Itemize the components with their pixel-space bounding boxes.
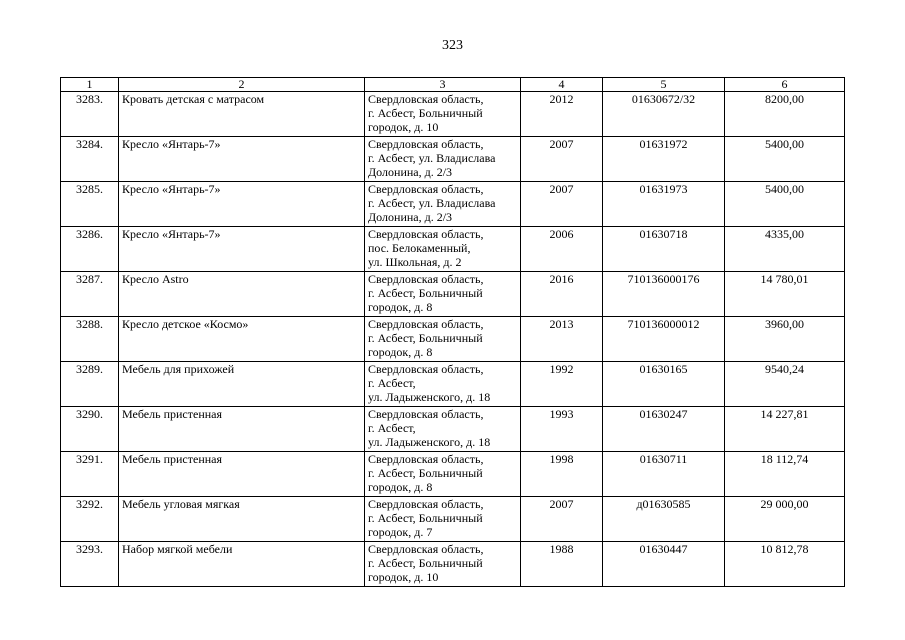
inventory-number: 01630672/32 — [603, 92, 725, 137]
address-line: Свердловская область, — [368, 227, 484, 241]
item-name: Мебель пристенная — [119, 407, 365, 452]
cost: 14 227,81 — [725, 407, 845, 452]
header-col-1: 1 — [61, 78, 119, 92]
address-line: ул. Ладыженского, д. 18 — [368, 435, 491, 449]
cost: 8200,00 — [725, 92, 845, 137]
header-col-3: 3 — [365, 78, 521, 92]
inventory-number: 01631973 — [603, 182, 725, 227]
cost: 3960,00 — [725, 317, 845, 362]
address-line: ул. Школьная, д. 2 — [368, 255, 462, 269]
item-name: Кресло «Янтарь-7» — [119, 182, 365, 227]
address-line: г. Асбест, Больничный — [368, 331, 483, 345]
address-cell — [365, 92, 521, 137]
header-col-4: 4 — [521, 78, 603, 92]
address-line: Долонина, д. 2/3 — [368, 210, 453, 224]
address-cell — [365, 362, 521, 407]
address-line: ул. Ладыженского, д. 18 — [368, 390, 491, 404]
table-row — [61, 227, 845, 272]
property-table — [60, 77, 845, 587]
row-number: 3290. — [61, 407, 119, 452]
inventory-number: 01630718 — [603, 227, 725, 272]
cost: 5400,00 — [725, 137, 845, 182]
address-line: Свердловская область, — [368, 272, 484, 286]
inventory-number: 710136000012 — [603, 317, 725, 362]
address-line: г. Асбест, ул. Владислава — [368, 196, 496, 210]
cost: 29 000,00 — [725, 497, 845, 542]
table-row — [61, 362, 845, 407]
cost: 9540,24 — [725, 362, 845, 407]
item-name: Мебель угловая мягкая — [119, 497, 365, 542]
address-cell — [365, 227, 521, 272]
year: 1993 — [521, 407, 603, 452]
address-line: Свердловская область, — [368, 92, 484, 106]
address-cell — [365, 497, 521, 542]
address-line: городок, д. 8 — [368, 345, 433, 359]
address-line: г. Асбест, ул. Владислава — [368, 151, 496, 165]
address-line: г. Асбест, Больничный — [368, 556, 483, 570]
address-line: Свердловская область, — [368, 137, 484, 151]
item-name: Кресло детское «Космо» — [119, 317, 365, 362]
address-line: Свердловская область, — [368, 452, 484, 466]
cost: 18 112,74 — [725, 452, 845, 497]
cost: 14 780,01 — [725, 272, 845, 317]
year: 1988 — [521, 542, 603, 587]
table-row — [61, 497, 845, 542]
item-name: Кресло «Янтарь-7» — [119, 137, 365, 182]
year: 2013 — [521, 317, 603, 362]
address-cell — [365, 407, 521, 452]
row-number: 3283. — [61, 92, 119, 137]
inventory-number: 01630247 — [603, 407, 725, 452]
header-col-2: 2 — [119, 78, 365, 92]
address-cell — [365, 137, 521, 182]
table-row — [61, 317, 845, 362]
address-cell — [365, 542, 521, 587]
table-row — [61, 92, 845, 137]
table-row — [61, 182, 845, 227]
table-row — [61, 407, 845, 452]
header-col-6: 6 — [725, 78, 845, 92]
table-row — [61, 542, 845, 587]
row-number: 3287. — [61, 272, 119, 317]
row-number: 3289. — [61, 362, 119, 407]
address-cell — [365, 452, 521, 497]
row-number: 3292. — [61, 497, 119, 542]
item-name: Кровать детская с матрасом — [119, 92, 365, 137]
inventory-number: 01630447 — [603, 542, 725, 587]
year: 1998 — [521, 452, 603, 497]
row-number: 3291. — [61, 452, 119, 497]
table-row — [61, 137, 845, 182]
address-cell — [365, 182, 521, 227]
year: 2012 — [521, 92, 603, 137]
inventory-number: 01630165 — [603, 362, 725, 407]
cost: 10 812,78 — [725, 542, 845, 587]
inventory-number: 710136000176 — [603, 272, 725, 317]
address-line: пос. Белокаменный, — [368, 241, 471, 255]
row-number: 3288. — [61, 317, 119, 362]
address-line: городок, д. 10 — [368, 570, 439, 584]
item-name: Кресло «Янтарь-7» — [119, 227, 365, 272]
address-line: г. Асбест, — [368, 376, 416, 390]
address-line: Свердловская область, — [368, 317, 484, 331]
year: 2016 — [521, 272, 603, 317]
inventory-number: 01631972 — [603, 137, 725, 182]
address-line: городок, д. 10 — [368, 120, 439, 134]
row-number: 3284. — [61, 137, 119, 182]
row-number: 3285. — [61, 182, 119, 227]
item-name: Кресло Astro — [119, 272, 365, 317]
address-line: Свердловская область, — [368, 542, 484, 556]
year: 2007 — [521, 137, 603, 182]
header-col-5: 5 — [603, 78, 725, 92]
header-row — [61, 78, 845, 92]
inventory-number: д01630585 — [603, 497, 725, 542]
year: 2007 — [521, 497, 603, 542]
address-line: городок, д. 8 — [368, 300, 433, 314]
year: 1992 — [521, 362, 603, 407]
address-cell — [365, 272, 521, 317]
address-cell — [365, 317, 521, 362]
year: 2007 — [521, 182, 603, 227]
table-row — [61, 272, 845, 317]
address-line: городок, д. 8 — [368, 480, 433, 494]
table-row — [61, 452, 845, 497]
address-line: г. Асбест, — [368, 421, 416, 435]
address-line: Свердловская область, — [368, 362, 484, 376]
inventory-number: 01630711 — [603, 452, 725, 497]
cost: 5400,00 — [725, 182, 845, 227]
address-line: Свердловская область, — [368, 497, 484, 511]
item-name: Мебель пристенная — [119, 452, 365, 497]
row-number: 3293. — [61, 542, 119, 587]
item-name: Набор мягкой мебели — [119, 542, 365, 587]
address-line: Долонина, д. 2/3 — [368, 165, 453, 179]
address-line: городок, д. 7 — [368, 525, 433, 539]
cost: 4335,00 — [725, 227, 845, 272]
address-line: Свердловская область, — [368, 407, 484, 421]
address-line: г. Асбест, Больничный — [368, 511, 483, 525]
year: 2006 — [521, 227, 603, 272]
item-name: Мебель для прихожей — [119, 362, 365, 407]
address-line: Свердловская область, — [368, 182, 484, 196]
address-line: г. Асбест, Больничный — [368, 466, 483, 480]
address-line: г. Асбест, Больничный — [368, 286, 483, 300]
address-line: г. Асбест, Больничный — [368, 106, 483, 120]
page-number: 323 — [442, 38, 463, 53]
row-number: 3286. — [61, 227, 119, 272]
